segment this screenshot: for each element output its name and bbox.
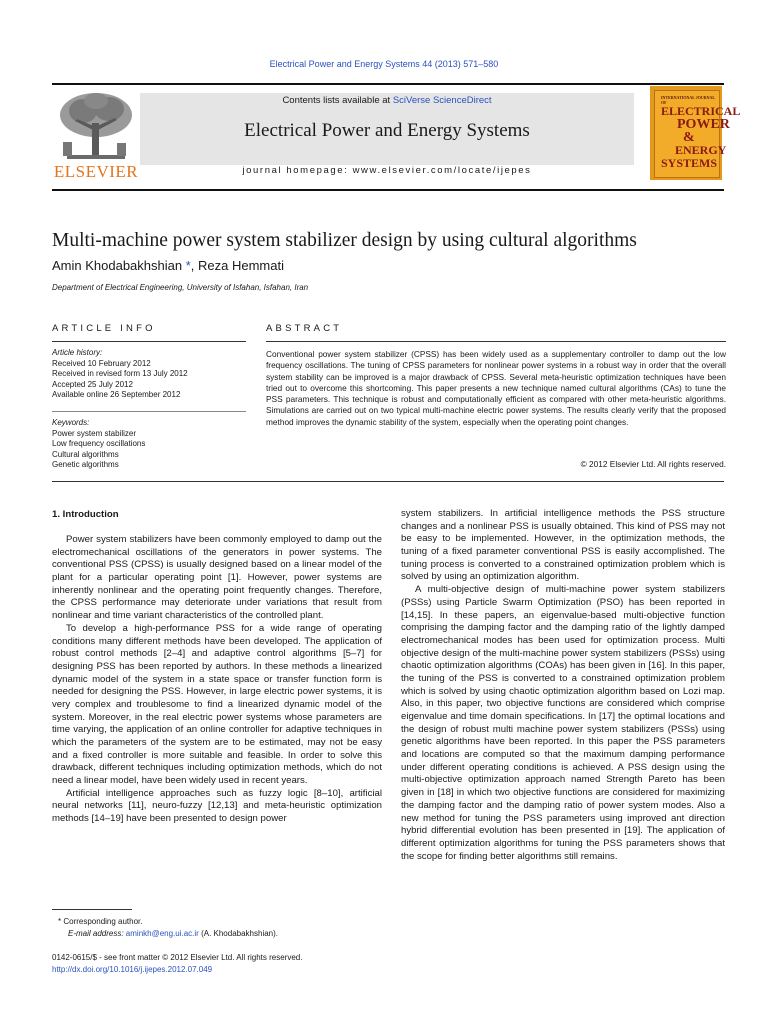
publisher-logo-text: ELSEVIER xyxy=(53,162,139,181)
affiliation: Department of Electrical Engineering, University of Isfahan, Isfahan, Iran xyxy=(52,283,309,292)
top-rule xyxy=(52,83,724,85)
footnote-rule xyxy=(52,909,132,910)
journal-name: Electrical Power and Energy Systems xyxy=(244,120,530,141)
article-info-heading: ARTICLE INFO xyxy=(52,323,156,334)
corresponding-author-mark[interactable]: * xyxy=(182,258,191,273)
history-label: Article history: xyxy=(52,348,103,357)
email-label: E-mail address: xyxy=(68,929,126,938)
paper-title: Multi-machine power system stabilizer design by using cultural algorithms xyxy=(52,230,637,251)
paragraph: Artificial intelligence approaches such as fuzzy logic [8–10], artificial neural networks [11], neuro-fuzzy [12,13] and meta-heuristic optimization methods [14–19] have been presented to design power xyxy=(52,787,382,825)
journal-citation[interactable]: Electrical Power and Energy Systems 44 (2013) 571–580 xyxy=(269,59,499,69)
doi-link[interactable]: http://dx.doi.org/10.1016/j.ijepes.2012.07.049 xyxy=(52,964,213,974)
abstract-text: Conventional power system stabilizer (CPSS) has been widely used as a supplementary controller to damp out the low frequency oscillations. The tuning of CPSS parameters for nonlinear power systems in a robust way in order that the overall system stability can be improved is a major drawback of CPSS. Several meta-heuristic optimization techniques have been tried out to overcome this shortcoming. This paper presents a new technique named cultural algorithms (CAs) to tune the PSS parameters. This technique is robust and computationally efficient as compared with other meta-heuristic algorithms. Simulations are carried out on two typical multi-machine electric power systems. The results clearly verify that the proposed method improves the dynamic stability of the system, especially when the operating point changes. xyxy=(266,349,726,427)
left-column xyxy=(52,534,382,826)
author-2: Reza Hemmati xyxy=(198,258,284,273)
keywords-label: Keywords: xyxy=(52,418,90,427)
cover-line1: ELECTRICAL xyxy=(661,104,741,118)
abstract-heading: ABSTRACT xyxy=(266,323,343,334)
footnote xyxy=(52,916,382,940)
cover-line5: SYSTEMS xyxy=(661,156,718,170)
history-received: Received 10 February 2012 xyxy=(52,358,151,368)
paragraph: system stabilizers. In artificial intelligence methods the PSS structure changes and a nonlinear PSS is usually obtained. This kind of PSS may not be easy to be implemented. However, in the optimization methods, the tuning of a fixed parameter conventional PSS is easily accomplished. The tuning process is converted to a constrained optimization problem which is solved by using an optimization algorithm. xyxy=(401,508,725,583)
cover-line4: ENERGY xyxy=(675,143,727,157)
keyword-item: Power system stabilizer xyxy=(52,428,137,438)
issn-line: 0142-0615/$ - see front matter © 2012 Elsevier Ltd. All rights reserved. xyxy=(52,953,303,962)
cover-panel xyxy=(654,90,741,178)
abstract-bottom-rule xyxy=(52,481,724,482)
history-accepted: Accepted 25 July 2012 xyxy=(52,379,133,389)
article-info-rule xyxy=(52,341,246,342)
cover-title xyxy=(661,95,741,170)
keyword-item: Cultural algorithms xyxy=(52,449,119,459)
corresponding-author-note: * Corresponding author. xyxy=(58,917,143,926)
history-online: Available online 26 September 2012 xyxy=(52,390,181,399)
copyright-notice: © 2012 Elsevier Ltd. All rights reserved. xyxy=(580,459,726,469)
email-line xyxy=(52,928,382,940)
author-1: Amin Khodabakhshian xyxy=(52,258,183,273)
article-history xyxy=(52,348,246,401)
journal-homepage[interactable]: journal homepage: www.elsevier.com/locate/ijepes xyxy=(242,165,532,176)
email-suffix: (A. Khodabakhshian). xyxy=(198,929,279,938)
cover-line3: & xyxy=(683,130,695,145)
elsevier-tree-logo-icon[interactable] xyxy=(53,87,139,183)
paragraph: Power system stabilizers have been commonly employed to damp out the electromechanical oscillations of the generators in power systems. The conventional PSS (CPSS) is usually designed based on a linear model of the plant for a particular operating point [1]. However, power systems are inherently nonlinear and the operating point frequently changes. Therefore, the CPSS performance may deteriorate under variations that result from nonlinear and time variant characteristics of the controlled plant. xyxy=(52,534,382,622)
sciencedirect-link[interactable]: SciVerse ScienceDirect xyxy=(392,95,492,106)
contents-line xyxy=(140,95,634,106)
email-link[interactable]: aminkh@eng.ui.ac.ir xyxy=(125,929,199,938)
authors xyxy=(52,258,284,273)
bottom-info xyxy=(52,952,452,975)
paragraph: To develop a high-performance PSS for a wide range of operating conditions many different methods have been developed. The application of robust control methods [2–4] and adaptive control algorithms [5–7] for designing PSS has been reported by authors. In these methods a linearized dynamic model of the system in a state space or transfer function form is needed for designing the PSS. However, in large electric power systems, it is very complex and troublesome to find a linearized dynamic model of the system. Moreover, in the real electric power systems whose parameters are time varying, the application of an online controller for adaptive techniques in which the parameters of the system are to be estimated, may not be easy and a fixed controller is more suitable and feasible. In order to solve this drawback, different techniques including optimization methods, which do not need a linear model, have been widely used in recent years. xyxy=(52,622,382,787)
abstract-rule xyxy=(266,341,726,342)
keywords-rule xyxy=(52,411,246,412)
cover-small-text: INTERNATIONAL JOURNAL OF xyxy=(661,95,715,105)
keyword-item: Low frequency oscillations xyxy=(52,439,146,448)
right-column xyxy=(401,508,725,863)
author-separator: , xyxy=(190,258,198,273)
keywords xyxy=(52,418,246,471)
history-revised: Received in revised form 13 July 2012 xyxy=(52,369,188,378)
header-rule xyxy=(52,189,724,191)
contents-prefix: Contents lists available at xyxy=(282,95,393,106)
paragraph: A multi-objective design of multi-machine power system stabilizers (PSSs) using Particle Swarm Optimization (PSO) has been reported in [14,15]. In these papers, an eigenvalue-based multi-objective function comprising the damping factor and the damping ratio of the lightly damped electromechanical modes has been used for optimization process. Multi objective design of the multi-machine power system stabilizers (PSSs) using chaotic optimization algorithms (COAs) has been given in [16]. In this paper, the tuning of the PSS is converted to a constrained optimization problem which is solved by using chaotic optimization algorithm based on Lozi map. Also, in this paper, two objective functions are considered which comprise eigenvalue and time domain specifications. In [17] the optimal locations and the design of robust multi machine power system stabilizers (PSSs) using genetic algorithms have been reported. In this paper the PSS parameters and locations are computed so that the maximum damping performance under different operating conditions is achieved. A PSS design using the multi-objective optimization approach named Strength Pareto has been given in [18] in which two objective functions are considered for maximizing the damping factor and the damping ratio of power system modes. Also a new method for tuning the PSS parameters using improved ant direction hybrid differential evolution has been presented in [19]. The application of different optimization algorithms for tuning the PSS parameters shows that the scope for finding better algorithms still remains. xyxy=(401,584,725,862)
keyword-item: Genetic algorithms xyxy=(52,460,119,469)
journal-cover-image-icon[interactable] xyxy=(650,86,741,180)
cover-line2: POWER xyxy=(677,117,730,132)
section-heading: 1. Introduction xyxy=(52,509,119,520)
